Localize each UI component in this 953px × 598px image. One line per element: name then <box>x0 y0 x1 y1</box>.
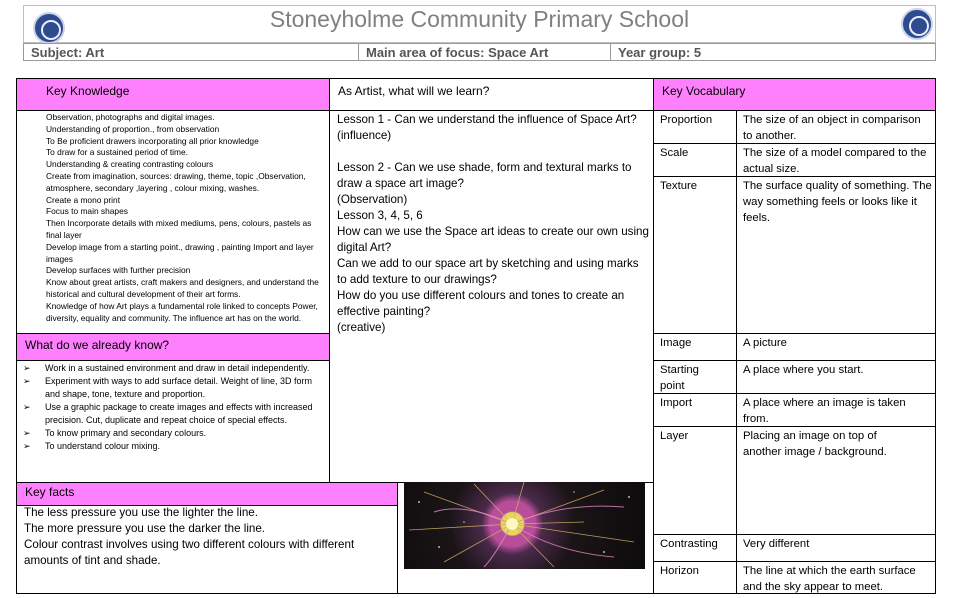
grid-line <box>653 333 936 334</box>
list-item: Create a mono print <box>46 194 121 205</box>
vocab-definition: Placing an image on top of another image / background. <box>743 430 887 458</box>
list-item: Knowledge of how Art plays a fundamental role linked to concepts Power, diversity, equality and community. The influence art has on the world. <box>46 300 318 323</box>
subject-label: Subject: Art <box>31 45 105 60</box>
vocab-definition: The size of an object in comparison to another. <box>743 114 921 142</box>
vocab-heading: Key Vocabulary <box>662 84 746 98</box>
grid-line <box>653 78 654 594</box>
question-1: How can we use the Space art ideas to create our own using digital Art? <box>337 225 649 254</box>
key-fact: The less pressure you use the lighter the line. <box>24 506 258 519</box>
lesson-2: Lesson 2 - Can we use shade, form and textural marks to draw a space art image? <box>337 161 632 190</box>
lesson-2-tag: (Observation) <box>337 193 408 206</box>
key-fact: The more pressure you use the darker the line. <box>24 522 266 535</box>
vocab-definition: The size of a model compared to the actual size. <box>743 147 927 175</box>
list-item: Know about great artists, craft makers and designers, and understand the historical and cultural development of their art forms. <box>46 277 319 299</box>
school-title: Stoneyholme Community Primary School <box>269 6 690 32</box>
space-art-rays <box>404 482 645 569</box>
grid-line <box>653 360 936 361</box>
list-item: To Be proficient drawers incorporating all prior knowledge <box>46 135 259 146</box>
list-item: Understanding of proportion., from observation <box>46 123 220 134</box>
vocab-definition: A picture <box>743 337 787 349</box>
list-item: Create from imagination, sources: drawing, theme, topic ,Observation, atmosphere, secondary ,layering , colour mixing, washes. <box>46 170 306 193</box>
grid-line <box>329 78 330 482</box>
list-item: ➢ To understand colour mixing. <box>17 440 328 453</box>
vocab-definition: Very different <box>743 538 810 550</box>
list-item: Understanding & creating contrasting colours <box>46 159 214 170</box>
grid-line <box>16 110 936 111</box>
year-group-label: Year group: 5 <box>618 45 702 60</box>
space-art-image <box>404 482 645 569</box>
vocab-term: Layer <box>660 430 689 442</box>
grid-line <box>653 561 936 562</box>
lesson-3: Lesson 3, 4, 5, 6 <box>337 209 423 222</box>
list-item: Focus to main shapes <box>46 206 128 217</box>
grid-line <box>16 360 330 361</box>
key-fact: Colour contrast involves using two different colours with different amounts of tint and shade. <box>24 538 355 567</box>
vocab-term: Proportion <box>660 114 713 126</box>
grid-line <box>653 534 936 535</box>
list-item: ➢ To know primary and secondary colours. <box>17 427 328 440</box>
list-item: ➢ Work in a sustained environment and draw in detail independently. <box>17 362 328 375</box>
key-facts-body <box>24 505 394 569</box>
vocab-term: Import <box>660 397 693 409</box>
vocab-definition: The line at which the earth surface and the sky appear to meet. <box>743 565 916 593</box>
key-knowledge-heading: Key Knowledge <box>46 84 130 98</box>
vocab-definition: A place where an image is taken from. <box>743 397 906 425</box>
list-item: Then Incorporate details with mixed mediums, pens, colours, pastels as final layer <box>46 218 312 240</box>
list-item: To draw for a sustained period of time. <box>46 147 188 158</box>
question-3: How do you use different colours and tones to create an effective painting? <box>337 289 625 318</box>
vocab-term: Image <box>660 337 692 349</box>
grid-line <box>736 111 737 594</box>
vocab-term: Horizon <box>660 565 699 577</box>
list-item: Observation, photographs and digital images. <box>46 112 215 122</box>
learn-heading: As Artist, what will we learn? <box>338 84 490 98</box>
vocab-definition: A place where you start. <box>743 364 864 376</box>
list-item: Develop surfaces with further precision <box>46 265 191 276</box>
already-know-list <box>17 362 328 453</box>
focus-label: Main area of focus: Space Art <box>366 45 549 60</box>
key-facts-heading: Key facts <box>25 485 75 499</box>
already-know-heading: What do we already know? <box>25 338 170 352</box>
grid-line <box>935 78 936 594</box>
learn-body <box>337 112 650 336</box>
list-item: ➢ Experiment with ways to add surface detail. Weight of line, 3D form and shape, tone, texture and proportion. <box>17 375 328 401</box>
question-3-tag: (creative) <box>337 321 386 334</box>
vocab-definition: The surface quality of something. The way something feels or looks like it feels. <box>743 180 932 224</box>
key-knowledge-list <box>46 112 326 324</box>
vocab-term: Texture <box>660 180 698 192</box>
vocab-term: Starting point <box>660 364 699 392</box>
vocab-term: Scale <box>660 147 689 159</box>
list-item: Develop image from a starting point., drawing , painting Import and layer images <box>46 241 314 264</box>
grid-line <box>397 482 398 594</box>
lesson-1: Lesson 1 - Can we understand the influence of Space Art? (influence) <box>337 113 637 142</box>
list-item: ➢ Use a graphic package to create images and effects with increased precision. Cut, duplicate and repeat choice of special effects. <box>17 401 328 427</box>
vocab-term: Contrasting <box>660 538 718 550</box>
question-2: Can we add to our space art by sketching and using marks to add texture to our drawings? <box>337 257 639 286</box>
